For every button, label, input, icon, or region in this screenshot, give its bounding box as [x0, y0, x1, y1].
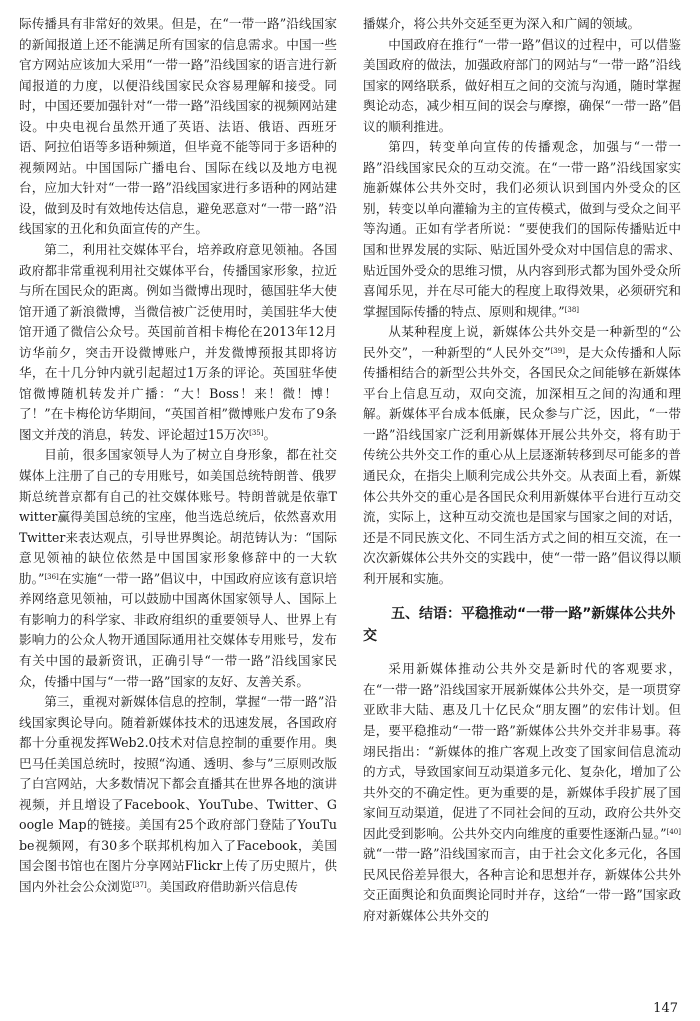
paragraph-text: 。: [263, 426, 277, 442]
paragraph-text: 。美国政府借助新兴信息传: [146, 878, 298, 894]
paragraph: [363, 137, 681, 322]
paragraph-text: 第三，重视对新媒体信息的控制，掌握“一带一路”沿线国家舆论导向。随着新媒体技术的迅速发展，各国政府都十分重视发挥Web2.0技术对信息控制的重要作用。奥巴马任美国总统时，按照“沟通、透明、参与”三原则改版了白宫网站，大多数情况下都会直播其在世界各地的演讲视频，并且增设了Facebook、YouTube、Twitter、Google Map的链接。美国有25个政府部门登陆了YouTube视频网，有30多个联邦机构加入了Facebook，美国国会图书馆也在图片分享网站Flickr上传了历史照片，供国内外社会公众浏览: [19, 694, 337, 894]
paragraph-text: 中国政府在推行“一带一路”倡议的过程中，可以借鉴美国政府的做法，加强政府部门的网站与“一带一路”沿线国家的网络联系，做好相互之间的交流与沟通，随时掌握舆论动态，减少相互间的误会与摩擦，确保“一带一路”倡议的顺利推进。: [363, 36, 681, 134]
section-heading: 五、结语：平稳推动“一带一路”新媒体公共外交: [363, 606, 676, 645]
paragraph: [19, 445, 337, 692]
left-column: [19, 14, 337, 898]
right-column: [363, 14, 681, 926]
paragraph-text: 就“一带一路”沿线国家而言，由于社会文化多元化，各国民风民俗差异很大，各种言论和思想并存，新媒体公共外交正面舆论和负面舆论同时并存，这给“一带一路”国家政府对新媒体公共外交的: [363, 846, 681, 923]
citation-ref: [38]: [564, 305, 580, 314]
citation-ref: [37]: [132, 880, 147, 889]
citation-ref: [36]: [44, 572, 59, 581]
paragraph-text: 播媒介，将公共外交延至更为深入和广阔的领域。: [363, 16, 641, 31]
citation-ref: [35]: [249, 428, 264, 437]
paragraph: [363, 659, 681, 926]
paragraph-text: 目前，很多国家领导人为了树立自身形象，都在社交媒体上注册了自己的专用账号，如美国总统特朗普、俄罗斯总统普京都有自己的社交媒体账号。特朗普就是依靠Twitter赢得美国总统的宝座，他当选总统后，依然喜欢用Twitter来表达观点，引导世界舆论。胡范铸认为：“国际意见领袖的缺位依然是中国国家形象修辞中的一大软肋。”: [19, 447, 337, 586]
paragraph: [363, 14, 681, 35]
paragraph-text: 从某种程度上说，新媒体公共外交是一种新型的“公民外交”，一种新型的“人民外交”: [363, 324, 681, 360]
paragraph-text: 第二，利用社交媒体平台，培养政府意见领袖。各国政府都非常重视利用社交媒体平台，传播国家形象，拉近与所在国民众的距离。例如当微博出现时，德国驻华大使馆开通了新浪微博，当微信被广泛使用时，美国驻华大使馆开通了微信公众号。英国前首相卡梅伦在2013年12月访华前夕，突击开设微博账户，并发微博预报其即将访华，在十几分钟内就引起超过1万条的评论。英国驻华使馆微博随机转发并广播：“大！Boss！来！微！博！了！”在卡梅伦访华期间，“英国首相”微博账户发布了9条图文并茂的消息，转发、评论超过15万次: [19, 242, 337, 442]
paragraph: [19, 692, 337, 897]
paragraph-text: ，是大众传播和人际传播相结合的新型公共外交，各国民众之间能够在新媒体平台上信息互动，双向交流，加深相互之间的沟通和理解。新媒体平台成本低廉，民众参与广泛，因此，“一带一路”沿线国家广泛利用新媒体开展公共外交，将有助于传统公共外交工作的重心从上层逐渐转移到尽可能多的普通民众，在指尖上顺利完成公共外交。从表面上看，新媒体公共外交的重心是各国民众利用新媒体平台进行互动交流，实际上，这种互动交流也是国家与国家之间的对话，还是不同民族文化、不同生活方式之间的相互交流，在一次次新媒体公共外交的实践中，使“一带一路”倡议得以顺利开展和实施。: [363, 344, 681, 586]
paragraph: [19, 14, 337, 240]
paragraph-text: 在实施“一带一路”倡议中，中国政府应该有意识培养网络意见领袖，可以鼓励中国离休国家领导人、国际上有影响力的科学家、非政府组织的重要领导人、世界上有影响力的公众人物开通国际通用社交媒体专用账号，发布有关中国的最新资讯，正确引导“一带一路”沿线国家民众，传播中国与“一带一路”国家的友好、友善关系。: [19, 570, 337, 689]
paragraph: [363, 322, 681, 589]
paragraph-text: 际传播具有非常好的效果。但是，在“一带一路”沿线国家的新闻报道上还不能满足所有国家的信息需求。中国一些官方网站应该加大采用“一带一路”沿线国家的语言进行新闻报道的力度，以便沿线国家民众容易理解和接受。同时，中国还要加强针对“一带一路”沿线国家的视频网站建设。中央电视台虽然开通了英语、法语、俄语、西班牙语、阿拉伯语等多语种频道，但毕竟不能等同于多语种的视频网站。中国国际广播电台、国际在线以及地方电视台，应加大针对“一带一路”沿线国家进行多语种的网站建设，做到及时有效地传达信息，避免恶意对“一带一路”沿线国家的丑化和负面宣传的产生。: [19, 16, 337, 237]
paragraph: [19, 240, 337, 445]
paragraph-text: 第四，转变单向宣传的传播观念，加强与“一带一路”沿线国家民众的互动交流。在“一带一路”沿线国家实施新媒体公共外交时，我们必须认识到国内外受众的区别，转变以单向灌输为主的宣传模式，做到与受众之间平等沟通。正如有学者所说：“要使我们的国际传播贴近中国和世界发展的实际、贴近国外受众对中国信息的需求、贴近国外受众的思维习惯，从内容到形式都为国外受众所喜闻乐见，并在尽可能大的程度上取得效果，必须研究和掌握国际传播的特点、原则和规律。”: [363, 139, 681, 319]
citation-ref: [40]: [666, 827, 681, 836]
page-number: 147: [653, 1001, 678, 1016]
paragraph-text: 采用新媒体推动公共外交是新时代的客观要求，在“一带一路”沿线国家开展新媒体公共外交，是一项贯穿亚欧非大陆、惠及几十亿民众“朋友圈”的宏伟计划。但是，要平稳推动“一带一路”新媒体公共外交并非易事。蒋翊民指出：“新媒体的推广客观上改变了国家间信息流动的方式，导致国家间互动渠道多元化、复杂化，增加了公共外交的不确定性。更为重要的是，新媒体手段扩展了国家间互动渠道，促进了不同社会间的互动，政府公共外交因此受到影响。公共外交内向维度的重要性逐渐凸显。”: [363, 661, 681, 841]
paragraph: [363, 35, 681, 138]
citation-ref: [39]: [550, 346, 565, 355]
